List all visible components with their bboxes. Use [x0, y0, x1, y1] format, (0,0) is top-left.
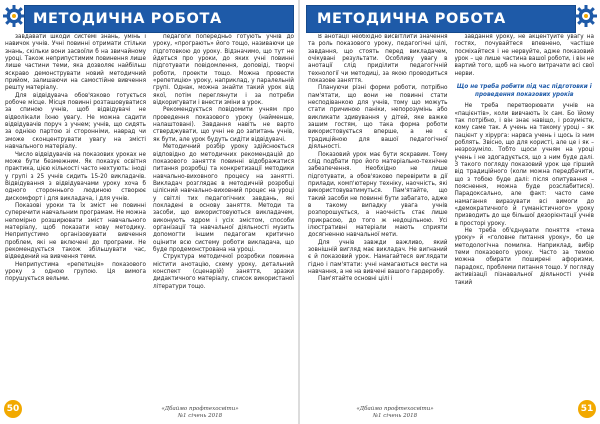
footer-issue: №1 січень 2018: [372, 413, 418, 419]
section-header: [306, 5, 576, 33]
subheading: Що не треба робити під час підготовки і проведення показових уроків: [456, 84, 592, 98]
paragraph: педагоги попередньо готують учнів до уроку, «програють» його тощо, називаючи це підготовкою до уроку. Відзначимо, що тут не йдеться про уроки, до яких учні повинні підготувати повідомлення, доповіді, творчі роботи, проекти тощо. Можна провести «репетицію» уроку, наприклад, у паралельній групі. Однак, можна знайти такий урок від якої, потім переглянути і за потреби відкоригувати і внести зміни в урок.: [153, 34, 294, 107]
paragraph: Структура методичної розробки повинна містити анотацію, схему уроку, детальний конспект (сценарій) заняття, зразки дидактичного матеріалу, список використаної літератури тощо.: [153, 254, 294, 290]
section-title: МЕТОДИЧНА РОБОТА: [317, 11, 506, 27]
footer-issue: №1 січень 2018: [177, 413, 223, 419]
paragraph: Неприпустима «репетиція» показового уроку з одною групою. Ця вимога порушується вельми.: [5, 261, 146, 283]
text-column-1: [308, 34, 448, 392]
footer: [120, 406, 280, 420]
section-header: [24, 5, 294, 33]
paragraph: Показові уроки та їх зміст не повинні суперечити навчальним програмам. Не можна непомірно розширювати зміст навчального матеріалу, щоб показати нову методику. Неприпустимо організовувати вивчення проблем, які не включені до програми. Не рекомендується також збільшувати час, відведений на вивчення теми.: [5, 202, 146, 261]
text-column-1: [5, 34, 146, 392]
gear-logo-icon: [2, 4, 26, 28]
text-column-2: [153, 34, 294, 392]
paragraph: Рекомендується повідомити учням про проведення показового уроку (найменше, налаштовані). Завдання навіть не варто стверджувати, що учні не до запитань учнів, як бути, але урок будуть сидіти відвідувачі.: [153, 107, 294, 143]
paragraph: Не треба об'єднувати поняття «тема уроку» й «головне питання уроку», бо це методологічна помилка. Наприклад, вибір теми показового уроку. Часто за темою можна обирати поширені афоризми, парадокс, проблеми питання тощо. У погляду активізації пізнавальної діяльності учнів такий: [454, 228, 594, 286]
paragraph: Для учнів завжди важливо, який зовнішній вигляд має викладач. Не вигнаний є й показовий урок. Намагайтеся виглядати гідно і пам'ятати: учні намагаються вести на навчання, а не на вивчені вашого гардеробу.: [308, 239, 448, 275]
footer-magazine: «Дбаймо профтехосвіти»: [356, 406, 434, 412]
text-columns: [308, 34, 594, 392]
paragraph: Число відвідувачів на показових уроках не може бути безмежним. Як показує освітня практика, цією кількості часто нехтують: іноді у групі з 25 учнів сидить 15-20 викладачів. Відвідування з відвідувачами уроку хоча б одного стороннього людиною створює дискомфорт і для викладача, і для учнів.: [5, 151, 146, 202]
paragraph: Для відвідувача обов'язково готується робоче місце. Місця повинні розташовуватися за спиною учнів, щоб відвідувачі не відволікали їхню увагу. Не можна садити відвідувачів поруч з учнем; учнів, що сидять за однією партою зі сторонніми, наврад чи зможе сконцентрувати увагу на змісті навчального матеріалу.: [5, 92, 146, 151]
paragraph: Не треба перетворювати учнів на «пацієнтів», коли вивчають їх сам. Бо їйому так потрібно, і він знає навіщо, і розумієте, кому саме так. А учень на такому уроці – як пацієнт у хірурга: нарвса учень і щось із ним роблять. Звісно, що для користі, але це і як – незрозуміло. Тобто щоси учням на уроці учень і не здогадується, що з ним буде далі. З такого погляду показовий урок ще гірший від традиційного (коли можна передбачити, що з тобою буде далі: після опитування – пояснення, можна буде розслабитися). Парадоксально, але факт: часто саме намагання виразувати всі вимоги до «демократичного й гуманістичного» уроку призводить до ще більшої дезорієнтації учнів в просторі уроку.: [454, 103, 594, 227]
page-number: 51: [578, 400, 596, 418]
text-columns: [5, 34, 294, 392]
gear-logo-icon: [574, 4, 598, 28]
paragraph: завдання уроку, не акцентуйте увагу на гостях, почувайтеся впевнено, частіше посміхайтеся і не нервуйте, адже показовий урок – це лише частина вашої роботи, і він не вартий того, щоб на нього витрачати всі свої нерви.: [454, 34, 594, 77]
paragraph: завдавати шкоди системі знань, умінь і навичок учнів. Учні повинні отримати стільки знань, скільки вони засвоїли б на звичайному уроці. Також неприпустимим повинення лише лише частини теми, яка дозволяє найбільш яскраво демонструвати новий методичний прийом, залишаючи на самостійне вивчення решту матеріалу.: [5, 34, 146, 92]
section-title: МЕТОДИЧНА РОБОТА: [33, 11, 222, 27]
footer-magazine: «Дбаймо профтехосвіти»: [161, 406, 239, 412]
paragraph: В анотації необхідно висвітлити значення та роль показового уроку, педагогічні цілі, завдання, що стоять перед викладачем, очікувані результати. Особливу увагу в анотації слід приділити педагогічній технології чи методиці, за якою проводиться показове заняття.: [308, 34, 448, 85]
page-number: 50: [4, 400, 22, 418]
paragraph: Пам'ятайте основні цілі і: [318, 276, 393, 283]
paragraph: Методичний розбір уроку здійснюється відповідно до методичних рекомендацій до показового заняття повинні відображатися питання розробці та конкретизації методики навчально-виховного процесу на занятті. Викладач розглядає в методичній розробці цілісний навчально-виховний процес на уроці у світлі тих педагогічних завдань, які покладені в основу заняття. Методи та засоби, що використовуються викладачем, виконують ядром і усіх змістом, способи організації та навчальної діяльності музить допомогти іншим педагогам критично оцінити всю систему роботи викладача, що буде продемонстрована на уроці.: [153, 144, 294, 253]
right-page: [300, 0, 600, 424]
footer: [320, 406, 470, 420]
paragraph: Показовий урок має бути яскравим. Тому слід подбати про його матеріально-технічне забезпечення. Необхідно не лише підготувати, а обов'язково перевірити в дії прилади, комп'ютерну техніку, наочність, які використовуватимуться. Пам'ятайте, що такий засоби не повинні бути забагато, адже в такому випадку увага учнів розпорошується, а наочність стає лише прикрасою, до того ж недоцільною. Усі ілюстративні матеріали мають сприяти досягненню навчальної мети.: [308, 151, 448, 239]
text-column-2: [455, 34, 595, 392]
paragraph: Плануючи різні форми роботи, потрібно пам'ятати, що вони не повинні стати несподіванкою для учнів, тому що можуть стати причиною паніки, непорозумінь або викликати здивування у дітей, яке важке зашим гостям, що така форма роботи використовується вперше, а не є традиційною для вашої педагогічної діяльності.: [308, 85, 448, 151]
